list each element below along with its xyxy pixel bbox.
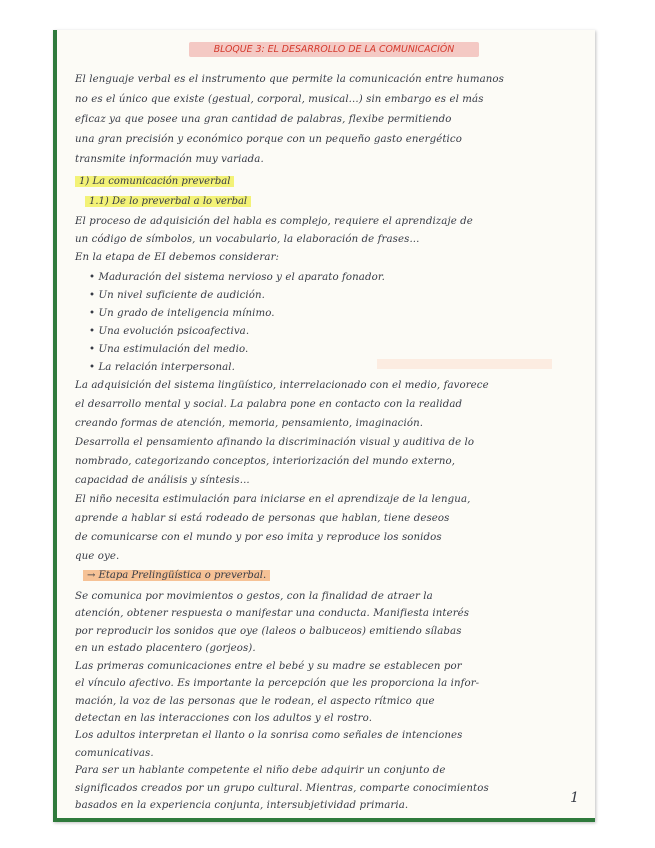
page-title: BLOQUE 3: EL DESARROLLO DE LA COMUNICACIÓN <box>189 42 479 57</box>
notebook-page <box>53 30 595 822</box>
page-number: 1 <box>570 790 579 806</box>
faded-highlight <box>377 359 552 369</box>
text-line: Desarrolla el pensamiento afinando la discriminación visual y auditiva de lo <box>75 437 475 448</box>
text-line: una gran precisión y económico porque con un pequeño gasto energético <box>75 134 462 145</box>
text-line: de comunicarse con el mundo y por eso imita y reproduce los sonidos <box>75 532 442 543</box>
text-line: Las primeras comunicaciones entre el bebé y su madre se establecen por <box>75 660 462 672</box>
subsection-heading: 1.1) De lo preverbal a lo verbal <box>85 196 251 207</box>
list-item: • Maduración del sistema nervioso y el aparato fonador. <box>89 272 386 283</box>
text-line: El lenguaje verbal es el instrumento que permite la comunicación entre humanos <box>75 74 504 85</box>
text-line: nombrado, categorizando conceptos, interiorización del mundo externo, <box>75 456 456 467</box>
text-line: eficaz ya que posee una gran cantidad de palabras, flexibe permitiendo <box>75 114 452 125</box>
list-item: • Una evolución psicoafectiva. <box>89 326 250 337</box>
text-line: Para ser un hablante competente el niño debe adquirir un conjunto de <box>75 765 446 777</box>
text-line: creando formas de atención, memoria, pensamiento, imaginación. <box>75 418 424 429</box>
text-line: La adquisición del sistema lingüístico, interrelacionado con el medio, favorece <box>75 380 489 391</box>
text-line: mación, la voz de las personas que le rodean, el aspecto rítmico que <box>75 695 435 707</box>
text-line: significados creados por un grupo cultural. Mientras, comparte conocimientos <box>75 782 489 794</box>
list-item: • Un grado de inteligencia mínimo. <box>89 308 275 319</box>
text-line: en un estado placentero (gorjeos). <box>75 643 256 655</box>
text-line: transmite información muy variada. <box>75 154 264 165</box>
text-line: el desarrollo mental y social. La palabra pone en contacto con la realidad <box>75 399 463 410</box>
section-heading: 1) La comunicación preverbal <box>75 176 234 187</box>
text-line: capacidad de análisis y síntesis... <box>75 475 250 486</box>
text-line: un código de símbolos, un vocabulario, la elaboración de frases... <box>75 234 420 245</box>
text-line: Se comunica por movimientos o gestos, con la finalidad de atraer la <box>75 591 433 602</box>
text-line: El niño necesita estimulación para iniciarse en el aprendizaje de la lengua, <box>75 494 471 505</box>
list-item: • Una estimulación del medio. <box>89 344 249 355</box>
text-line: el vínculo afectivo. Es importante la percepción que les proporciona la infor- <box>75 678 480 690</box>
text-line: no es el único que existe (gestual, corporal, musical...) sin embargo es el más <box>75 94 484 105</box>
text-line: por reproducir los sonidos que oye (laleos o balbuceos) emitiendo sílabas <box>75 625 462 637</box>
list-item: • La relación interpersonal. <box>89 362 235 373</box>
section-heading: → Etapa Prelingüística o preverbal. <box>83 570 270 581</box>
text-line: El proceso de adquisición del habla es complejo, requiere el aprendizaje de <box>75 216 473 227</box>
text-line: comunicativas. <box>75 747 154 759</box>
text-line: atención, obtener respuesta o manifestar una conducta. Manifiesta interés <box>75 608 470 620</box>
text-line: basados en la experiencia conjunta, intersubjetividad primaria. <box>75 800 409 811</box>
list-item: • Un nivel suficiente de audición. <box>89 290 265 301</box>
text-line: que oye. <box>75 551 120 562</box>
text-line: Los adultos interpretan el llanto o la sonrisa como señales de intenciones <box>75 730 463 742</box>
text-line: aprende a hablar si está rodeado de personas que hablan, tiene deseos <box>75 513 450 524</box>
text-line: En la etapa de EI debemos considerar: <box>75 252 280 263</box>
text-line: detectan en las interacciones con los adultos y el rostro. <box>75 712 373 724</box>
